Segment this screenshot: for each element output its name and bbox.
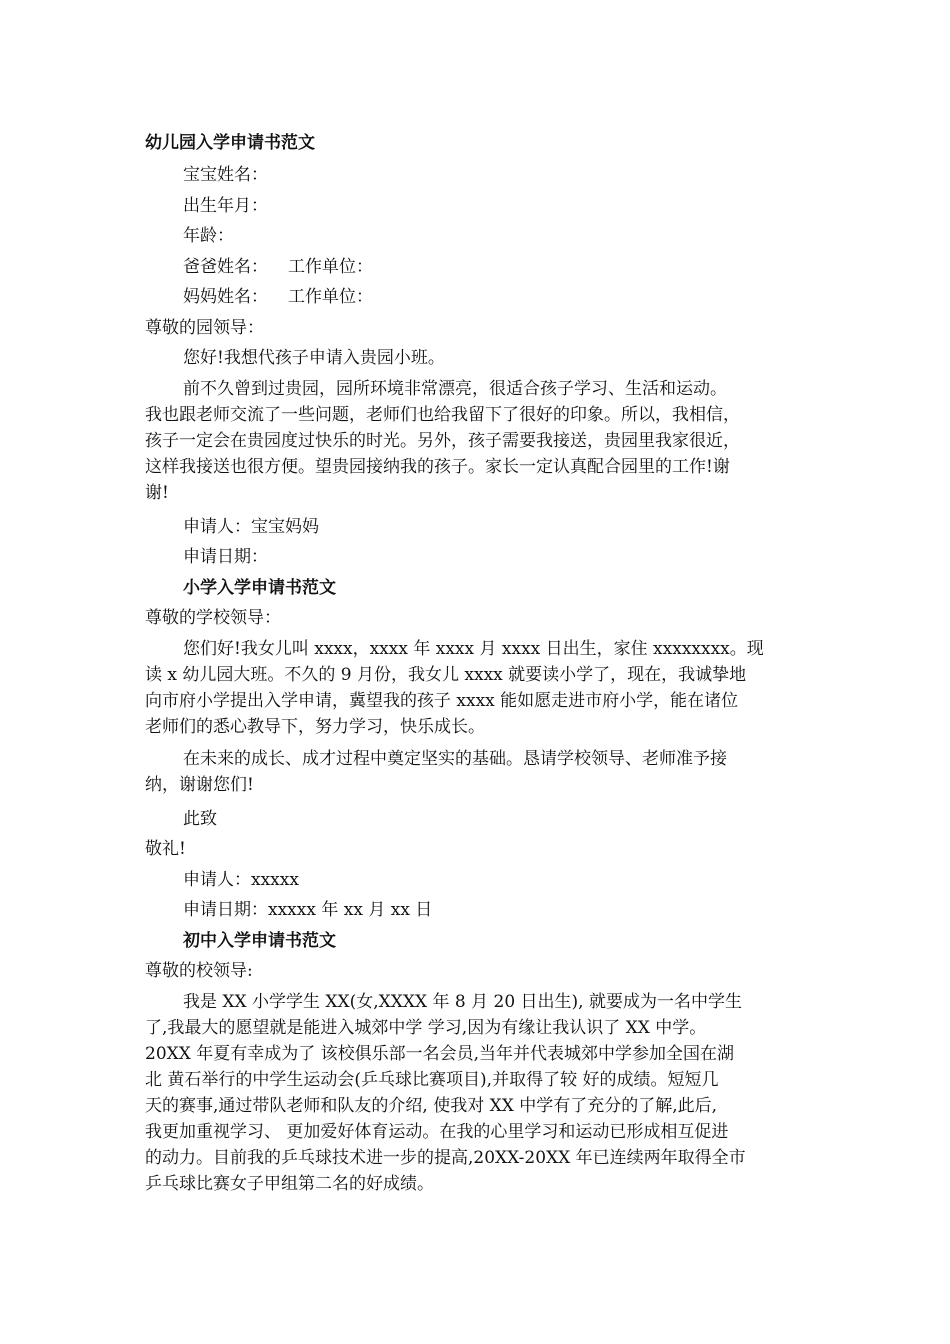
body-middle [145, 989, 810, 1197]
text-line: 这样我接送也很方便。望贵园接纳我的孩子。家长一定认真配合园里的工作!谢 [145, 456, 730, 477]
field-father-work: 工作单位： [288, 256, 373, 277]
section-title-primary: 小学入学申请书范文 [183, 577, 336, 598]
salutation-middle: 尊敬的校领导: [145, 961, 253, 981]
field-mother-row [145, 282, 810, 313]
field-birth: 出生年月： [183, 195, 268, 216]
text-line: 老师们的悉心教导下，努力学习，快乐成长。 [145, 716, 485, 737]
salutation-primary: 尊敬的学校领导： [145, 608, 281, 628]
text-line: 前不久曾到过贵园，园所环境非常漂亮，很适合孩子学习、生活和运动。 [183, 378, 727, 399]
text-line: 向市府小学提出入学申请，冀望我的孩子 xxxx 能如愿走进市府小学，能在诸位 [145, 690, 739, 711]
text-line: 北 黄石举行的中学生运动会(乒乓球比赛项目),并取得了较 好的成绩。短短几 [145, 1069, 719, 1090]
field-age: 年龄： [183, 226, 234, 246]
document-page [145, 126, 810, 1203]
closing-primary-2: 敬礼! [145, 839, 186, 859]
body2-primary [145, 746, 810, 798]
text-line: 我更加重视学习、 更加爱好体育运动。在我的心里学习和运动已形成相互促进 [145, 1121, 729, 1142]
text-line: 孩子一定会在贵园度过快乐的时光。另外，孩子需要我接送，贵园里我家很近， [145, 430, 740, 451]
text-line: 我也跟老师交流了一些问题，老师们也给我留下了很好的印象。所以，我相信， [145, 404, 740, 425]
text-line: 读 x 幼儿园大班。不久的 9 月份，我女儿 xxxx 就要读小学了，现在，我诚挚地 [145, 664, 747, 685]
text-line: 天的赛事,通过带队老师和队友的介绍, 使我对 XX 中学有了充分的了解,此后, [145, 1095, 718, 1116]
section-title-kindergarten: 幼儿园入学申请书范文 [145, 133, 315, 153]
text-line: 谢! [145, 482, 169, 503]
date-primary: 申请日期：xxxxx 年 xx 月 xx 日 [183, 900, 433, 920]
field-mother-work: 工作单位： [288, 287, 373, 307]
salutation-kindergarten: 尊敬的园领导： [145, 317, 264, 338]
text-line: 乒乓球比赛女子甲组第二名的好成绩。 [145, 1173, 434, 1194]
text-line: 纳，谢谢您们! [145, 774, 254, 795]
text-line: 在未来的成长、成才过程中奠定坚实的基础。恳请学校领导、老师准予接 [183, 748, 727, 769]
greeting-kindergarten: 您好!我想代孩子申请入贵园小班。 [183, 348, 445, 368]
field-baby-name: 宝宝姓名： [183, 165, 268, 185]
field-father: 爸爸姓名： [183, 256, 268, 277]
body-kindergarten [145, 376, 810, 506]
date-kindergarten: 申请日期： [183, 547, 268, 567]
text-line: 您们好!我女儿叫 xxxx，xxxx 年 xxxx 月 xxxx 日出生，家住 xxxxxxxx。现 [183, 638, 764, 659]
field-father-row [145, 252, 810, 283]
applicant-primary: 申请人：xxxxx [183, 869, 299, 890]
body-primary [145, 636, 810, 740]
closing-primary-1: 此致 [183, 808, 217, 829]
text-line: 的动力。目前我的乒乓球技术进一步的提高,20XX-20XX 年已连续两年取得全市 [145, 1147, 746, 1168]
applicant-kindergarten: 申请人：宝宝妈妈 [183, 516, 319, 537]
text-line: 我是 XX 小学学生 XX(女,XXXX 年 8 月 20 日出生), 就要成为一名中学生 [183, 991, 742, 1012]
section-title-middle: 初中入学申请书范文 [183, 930, 336, 951]
field-mother: 妈妈姓名： [183, 287, 268, 307]
text-line: 20XX 年夏有幸成为了 该校俱乐部一名会员,当年并代表城郊中学参加全国在湖 [145, 1043, 735, 1064]
text-line: 了,我最大的愿望就是能进入城郊中学 学习,因为有缘让我认识了 XX 中学。 [145, 1017, 707, 1038]
